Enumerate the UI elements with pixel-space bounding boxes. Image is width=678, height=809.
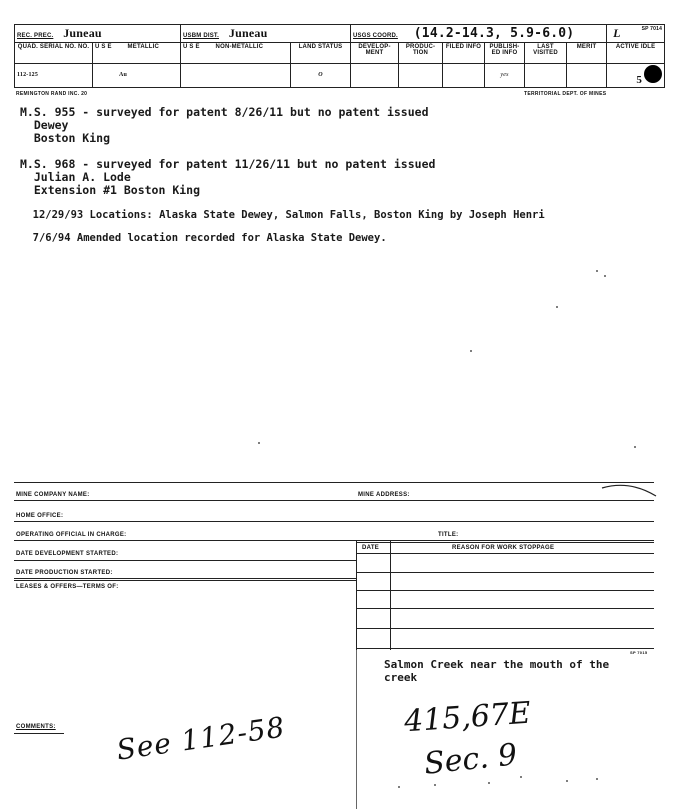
rule-home xyxy=(14,521,654,522)
rule-double xyxy=(356,542,654,543)
val-last-visited xyxy=(525,63,567,87)
rule-col-header xyxy=(356,553,654,554)
rule-stoppage-2 xyxy=(356,590,654,591)
speck xyxy=(488,782,490,784)
rec-prec-cell xyxy=(15,25,181,43)
val-published-info: yes xyxy=(485,63,525,87)
date-production-label: DATE PRODUCTION STARTED: xyxy=(16,570,113,576)
col-nonmetallic xyxy=(181,43,291,63)
note-line-3: Boston King xyxy=(20,131,111,145)
mine-company-label: MINE COMPANY NAME: xyxy=(16,492,90,498)
val-land-status: O xyxy=(291,63,351,87)
usbm-dist-label: USBM DIST. xyxy=(183,33,220,39)
coordinate-handwriting: 415,67E xyxy=(402,695,532,740)
val-production xyxy=(399,63,443,87)
val-metallic: Au xyxy=(93,63,181,87)
rec-prec-label: REC. PREC. xyxy=(17,33,54,39)
printer-footer: REMINGTON RAND INC. 20 xyxy=(16,91,88,97)
rec-prec-value: Juneau xyxy=(63,26,102,40)
col-quad-serial: QUAD. SERIAL NO. NO. xyxy=(15,43,93,63)
divider-top xyxy=(14,482,654,483)
rule-production xyxy=(14,578,356,579)
col-last-visited: LAST VISITED xyxy=(525,43,567,63)
note-line-2: Dewey xyxy=(20,118,69,132)
rule-development xyxy=(14,560,356,561)
operating-official-label: OPERATING OFFICIAL IN CHARGE: xyxy=(16,532,127,538)
note-line-5: Julian A. Lode xyxy=(20,170,131,184)
home-office-label: HOME OFFICE: xyxy=(16,513,64,519)
speck xyxy=(596,270,598,272)
vrule-date-left xyxy=(356,540,357,650)
dept-footer: TERRITORIAL DEPT. OF MINES xyxy=(524,91,607,97)
usgs-coord-value: (14.2-14.3, 5.9-6.0) xyxy=(413,26,575,41)
usbm-dist-value: Juneau xyxy=(228,26,268,40)
rule-stoppage-1 xyxy=(356,572,654,573)
rule-company xyxy=(14,500,654,501)
form-number-top: SP 7014 xyxy=(641,26,663,32)
date-col-label: DATE xyxy=(362,545,380,551)
reason-col-label: REASON FOR WORK STOPPAGE xyxy=(452,545,555,551)
rule-production-2 xyxy=(14,580,356,581)
speck xyxy=(398,786,400,788)
vrule-date-right xyxy=(390,540,391,650)
vrule-lower xyxy=(356,650,357,809)
val-active-idle xyxy=(607,63,665,87)
speck xyxy=(520,776,522,778)
speck xyxy=(566,780,568,782)
speck xyxy=(596,778,598,780)
speck xyxy=(258,442,260,444)
note-line-4: M.S. 968 - surveyed for patent 11/26/11 but no patent issued xyxy=(20,157,436,171)
col-merit: MERIT xyxy=(567,43,607,63)
active-idle-value: 5 xyxy=(636,73,643,86)
speck xyxy=(556,306,558,308)
mine-address-label: MINE ADDRESS: xyxy=(358,492,410,498)
metallic-prefix: U S E xyxy=(95,44,112,51)
val-development xyxy=(351,63,399,87)
col-filed-info: FILED INFO xyxy=(443,43,485,63)
val-filed-info xyxy=(443,63,485,87)
col-production: PRODUC-TION xyxy=(399,43,443,63)
comments-label xyxy=(16,724,56,730)
usgs-coord-cell xyxy=(351,25,607,43)
corner-mark: L xyxy=(613,26,621,40)
speck xyxy=(434,784,436,786)
note-line-1: M.S. 955 - surveyed for patent 8/26/11 but no patent issued xyxy=(20,105,429,119)
rule-official xyxy=(14,540,654,541)
col-land-status: LAND STATUS xyxy=(291,43,351,63)
val-merit xyxy=(567,63,607,87)
form-number-bottom: SP 7015 xyxy=(630,650,648,655)
nonmetallic-label: NON-METALLIC xyxy=(215,44,264,51)
usbm-dist-cell xyxy=(181,25,351,43)
speck xyxy=(470,350,472,352)
filled-dot-icon xyxy=(644,65,662,83)
metallic-label: METALLIC xyxy=(127,44,160,51)
comments-label-text: COMMENTS: xyxy=(16,724,56,730)
col-published-info: PUBLISH-ED INFO xyxy=(485,43,525,63)
corner-swoosh xyxy=(600,476,660,500)
header-grid xyxy=(14,24,665,88)
location-note: Salmon Creek near the mouth of the creek xyxy=(384,658,610,684)
rule-stoppage-4 xyxy=(356,628,654,629)
col-metallic xyxy=(93,43,181,63)
note-line-6: Extension #1 Boston King xyxy=(20,183,201,197)
leases-offers-label: LEASES & OFFERS—TERMS OF: xyxy=(16,584,119,590)
usgs-coord-label: USGS COORD. xyxy=(353,33,398,39)
nonmetallic-prefix: U S E xyxy=(183,44,200,51)
title-label: TITLE: xyxy=(438,532,459,538)
section-handwriting: Sec. 9 xyxy=(422,737,519,782)
speck xyxy=(604,275,606,277)
rule-stoppage-5 xyxy=(356,648,654,649)
corner-cell xyxy=(607,25,665,43)
val-nonmetallic xyxy=(181,63,291,87)
col-development: DEVELOP-MENT xyxy=(351,43,399,63)
rule-comments xyxy=(14,733,64,734)
col-active-idle: ACTIVE IDLE xyxy=(607,43,665,63)
speck xyxy=(634,446,636,448)
val-quad-serial: 112-125 xyxy=(15,63,93,87)
rule-stoppage-3 xyxy=(356,608,654,609)
date-development-label: DATE DEVELOPMENT STARTED: xyxy=(16,551,119,557)
note-line-8: 7/6/94 Amended location recorded for Alaska State Dewey. xyxy=(20,232,387,244)
note-line-7: 12/29/93 Locations: Alaska State Dewey, Salmon Falls, Boston King by Joseph Henri xyxy=(20,209,545,221)
see-reference-handwriting: See 112-58 xyxy=(114,710,288,767)
